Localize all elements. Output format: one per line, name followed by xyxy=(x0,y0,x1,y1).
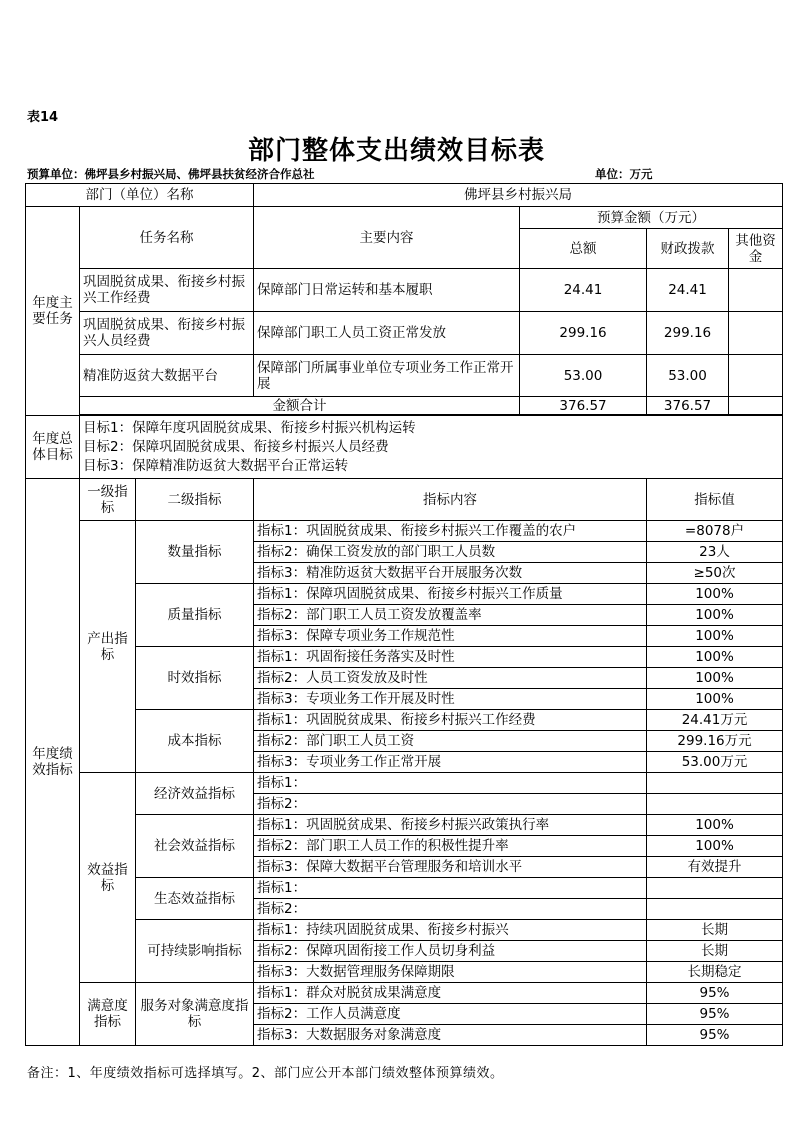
indicator-value: 100% xyxy=(647,836,783,857)
indicator-row xyxy=(26,773,783,794)
col-fiscal: 财政拨款 xyxy=(647,229,729,269)
goal-item: 目标2：保障巩固脱贫成果、衔接乡村振兴人员经费 xyxy=(83,438,389,455)
indicator-row xyxy=(26,983,783,1004)
indicator-content: 指标2： xyxy=(254,794,647,815)
level2-quantity: 数量指标 xyxy=(136,521,254,584)
indicator-value: 100% xyxy=(647,605,783,626)
indicator-row xyxy=(26,815,783,836)
task-header-row xyxy=(26,207,783,229)
indicator-content: 指标3：大数据管理服务保障期限 xyxy=(254,962,647,983)
task-fiscal: 53.00 xyxy=(647,355,729,397)
task-other xyxy=(729,312,783,355)
sum-total: 376.57 xyxy=(520,397,647,415)
indicator-content: 指标3：保障大数据平台管理服务和培训水平 xyxy=(254,857,647,878)
level2-social: 社会效益指标 xyxy=(136,815,254,878)
indicator-row xyxy=(26,584,783,605)
task-content: 保障部门日常运转和基本履职 xyxy=(254,269,520,312)
indicator-value: 24.41万元 xyxy=(647,710,783,731)
indicator-row xyxy=(26,647,783,668)
indicator-content: 指标3：专项业务工作开展及时性 xyxy=(254,689,647,710)
amount-unit: 单位：万元 xyxy=(595,167,653,181)
indicator-content: 指标3：保障专项业务工作规范性 xyxy=(254,626,647,647)
indicator-content: 指标2：人员工资发放及时性 xyxy=(254,668,647,689)
task-fiscal: 24.41 xyxy=(647,269,729,312)
dept-value: 佛坪县乡村振兴局 xyxy=(254,184,783,207)
col-level2: 二级指标 xyxy=(136,479,254,521)
task-total: 53.00 xyxy=(520,355,647,397)
goals-list xyxy=(80,416,783,479)
level2-economic: 经济效益指标 xyxy=(136,773,254,815)
col-total: 总额 xyxy=(520,229,647,269)
task-total: 299.16 xyxy=(520,312,647,355)
indicator-content: 指标1：持续巩固脱贫成果、衔接乡村振兴 xyxy=(254,920,647,941)
indicator-value: 100% xyxy=(647,668,783,689)
dept-row xyxy=(26,184,783,207)
section-annual-goals: 年度总体目标 xyxy=(26,416,80,479)
indicator-content: 指标2：部门职工人员工作的积极性提升率 xyxy=(254,836,647,857)
task-name: 精准防返贫大数据平台 xyxy=(80,355,254,397)
task-other xyxy=(729,355,783,397)
budget-unit: 预算单位：佛坪县乡村振兴局、佛坪县扶贫经济合作总社 xyxy=(27,167,315,181)
dept-label: 部门（单位）名称 xyxy=(26,184,254,207)
indicator-value: 有效提升 xyxy=(647,857,783,878)
indicator-value: 95% xyxy=(647,983,783,1004)
col-task-name: 任务名称 xyxy=(80,207,254,269)
level1-benefit: 效益指标 xyxy=(80,773,136,983)
indicator-value xyxy=(647,878,783,899)
col-indicator-content: 指标内容 xyxy=(254,479,647,521)
indicator-content: 指标3：精准防返贫大数据平台开展服务次数 xyxy=(254,563,647,584)
indicator-content: 指标1： xyxy=(254,878,647,899)
indicator-row xyxy=(26,878,783,899)
indicator-value: 100% xyxy=(647,689,783,710)
level2-quality: 质量指标 xyxy=(136,584,254,647)
col-indicator-value: 指标值 xyxy=(647,479,783,521)
indicator-value xyxy=(647,899,783,920)
indicator-value xyxy=(647,794,783,815)
indicator-content: 指标2：部门职工人员工资发放覆盖率 xyxy=(254,605,647,626)
indicator-content: 指标1：巩固脱贫成果、衔接乡村振兴工作覆盖的农户 xyxy=(254,521,647,542)
indicator-row xyxy=(26,710,783,731)
task-fiscal: 299.16 xyxy=(647,312,729,355)
indicator-content: 指标2：工作人员满意度 xyxy=(254,1004,647,1025)
sum-label: 金额合计 xyxy=(80,397,520,415)
col-main-content: 主要内容 xyxy=(254,207,520,269)
indicator-content: 指标3：大数据服务对象满意度 xyxy=(254,1025,647,1046)
sum-fiscal: 376.57 xyxy=(647,397,729,415)
goals-row xyxy=(26,416,783,479)
indicator-content: 指标1：群众对脱贫成果满意度 xyxy=(254,983,647,1004)
indicator-content: 指标3：专项业务工作正常开展 xyxy=(254,752,647,773)
indicator-content: 指标1：保障巩固脱贫成果、衔接乡村振兴工作质量 xyxy=(254,584,647,605)
indicator-value: 100% xyxy=(647,815,783,836)
indicator-content: 指标2：确保工资发放的部门职工人员数 xyxy=(254,542,647,563)
indicator-content: 指标2：部门职工人员工资 xyxy=(254,731,647,752)
footnote: 备注：1、年度绩效指标可选择填写。2、部门应公开本部门绩效整体预算绩效。 xyxy=(27,1066,504,1081)
indicator-value: 95% xyxy=(647,1004,783,1025)
indicator-value: 100% xyxy=(647,647,783,668)
indicator-value: ≥50次 xyxy=(647,563,783,584)
level2-cost: 成本指标 xyxy=(136,710,254,773)
task-total: 24.41 xyxy=(520,269,647,312)
indicator-value: 长期 xyxy=(647,920,783,941)
page-title: 部门整体支出绩效目标表 xyxy=(247,136,545,166)
sum-other xyxy=(729,397,783,415)
col-other-funds: 其他资金 xyxy=(729,229,783,269)
indicator-value: =8078户 xyxy=(647,521,783,542)
table-number: 表14 xyxy=(27,110,59,125)
task-other xyxy=(729,269,783,312)
level2-timeliness: 时效指标 xyxy=(136,647,254,710)
indicator-row xyxy=(26,920,783,941)
level1-output: 产出指标 xyxy=(80,521,136,773)
indicator-content: 指标2：保障巩固衔接工作人员切身利益 xyxy=(254,941,647,962)
indicator-header-row xyxy=(26,479,783,521)
indicator-content: 指标1： xyxy=(254,773,647,794)
indicator-content: 指标2： xyxy=(254,899,647,920)
section-annual-tasks: 年度主要任务 xyxy=(26,207,80,416)
indicator-value: 100% xyxy=(647,584,783,605)
task-content: 保障部门所属事业单位专项业务工作正常开展 xyxy=(254,355,520,397)
level1-satisfaction: 满意度指标 xyxy=(80,983,136,1046)
indicator-content: 指标1：巩固脱贫成果、衔接乡村振兴政策执行率 xyxy=(254,815,647,836)
indicator-value: 长期 xyxy=(647,941,783,962)
task-sum-row xyxy=(26,397,783,415)
indicator-value: 53.00万元 xyxy=(647,752,783,773)
level2-sustainable: 可持续影响指标 xyxy=(136,920,254,983)
level2-ecological: 生态效益指标 xyxy=(136,878,254,920)
indicator-content: 指标1：巩固衔接任务落实及时性 xyxy=(254,647,647,668)
task-row xyxy=(26,355,783,397)
indicator-value: 23人 xyxy=(647,542,783,563)
indicator-value: 100% xyxy=(647,626,783,647)
performance-goal-table xyxy=(25,183,783,1046)
indicator-value: 长期稳定 xyxy=(647,962,783,983)
col-budget-amount: 预算金额（万元） xyxy=(520,207,783,229)
goal-item: 目标3：保障精准防返贫大数据平台正常运转 xyxy=(83,457,349,474)
indicator-value xyxy=(647,773,783,794)
goal-item: 目标1：保障年度巩固脱贫成果、衔接乡村振兴机构运转 xyxy=(83,419,416,436)
level2-service-satisfaction: 服务对象满意度指标 xyxy=(136,983,254,1046)
indicator-row xyxy=(26,521,783,542)
task-row xyxy=(26,269,783,312)
section-performance-indicators: 年度绩效指标 xyxy=(26,479,80,1046)
indicator-content: 指标1：巩固脱贫成果、衔接乡村振兴工作经费 xyxy=(254,710,647,731)
task-content: 保障部门职工人员工资正常发放 xyxy=(254,312,520,355)
indicator-value: 95% xyxy=(647,1025,783,1046)
task-row xyxy=(26,312,783,355)
task-name: 巩固脱贫成果、衔接乡村振兴工作经费 xyxy=(80,269,254,312)
task-name: 巩固脱贫成果、衔接乡村振兴人员经费 xyxy=(80,312,254,355)
col-level1: 一级指标 xyxy=(80,479,136,521)
indicator-value: 299.16万元 xyxy=(647,731,783,752)
